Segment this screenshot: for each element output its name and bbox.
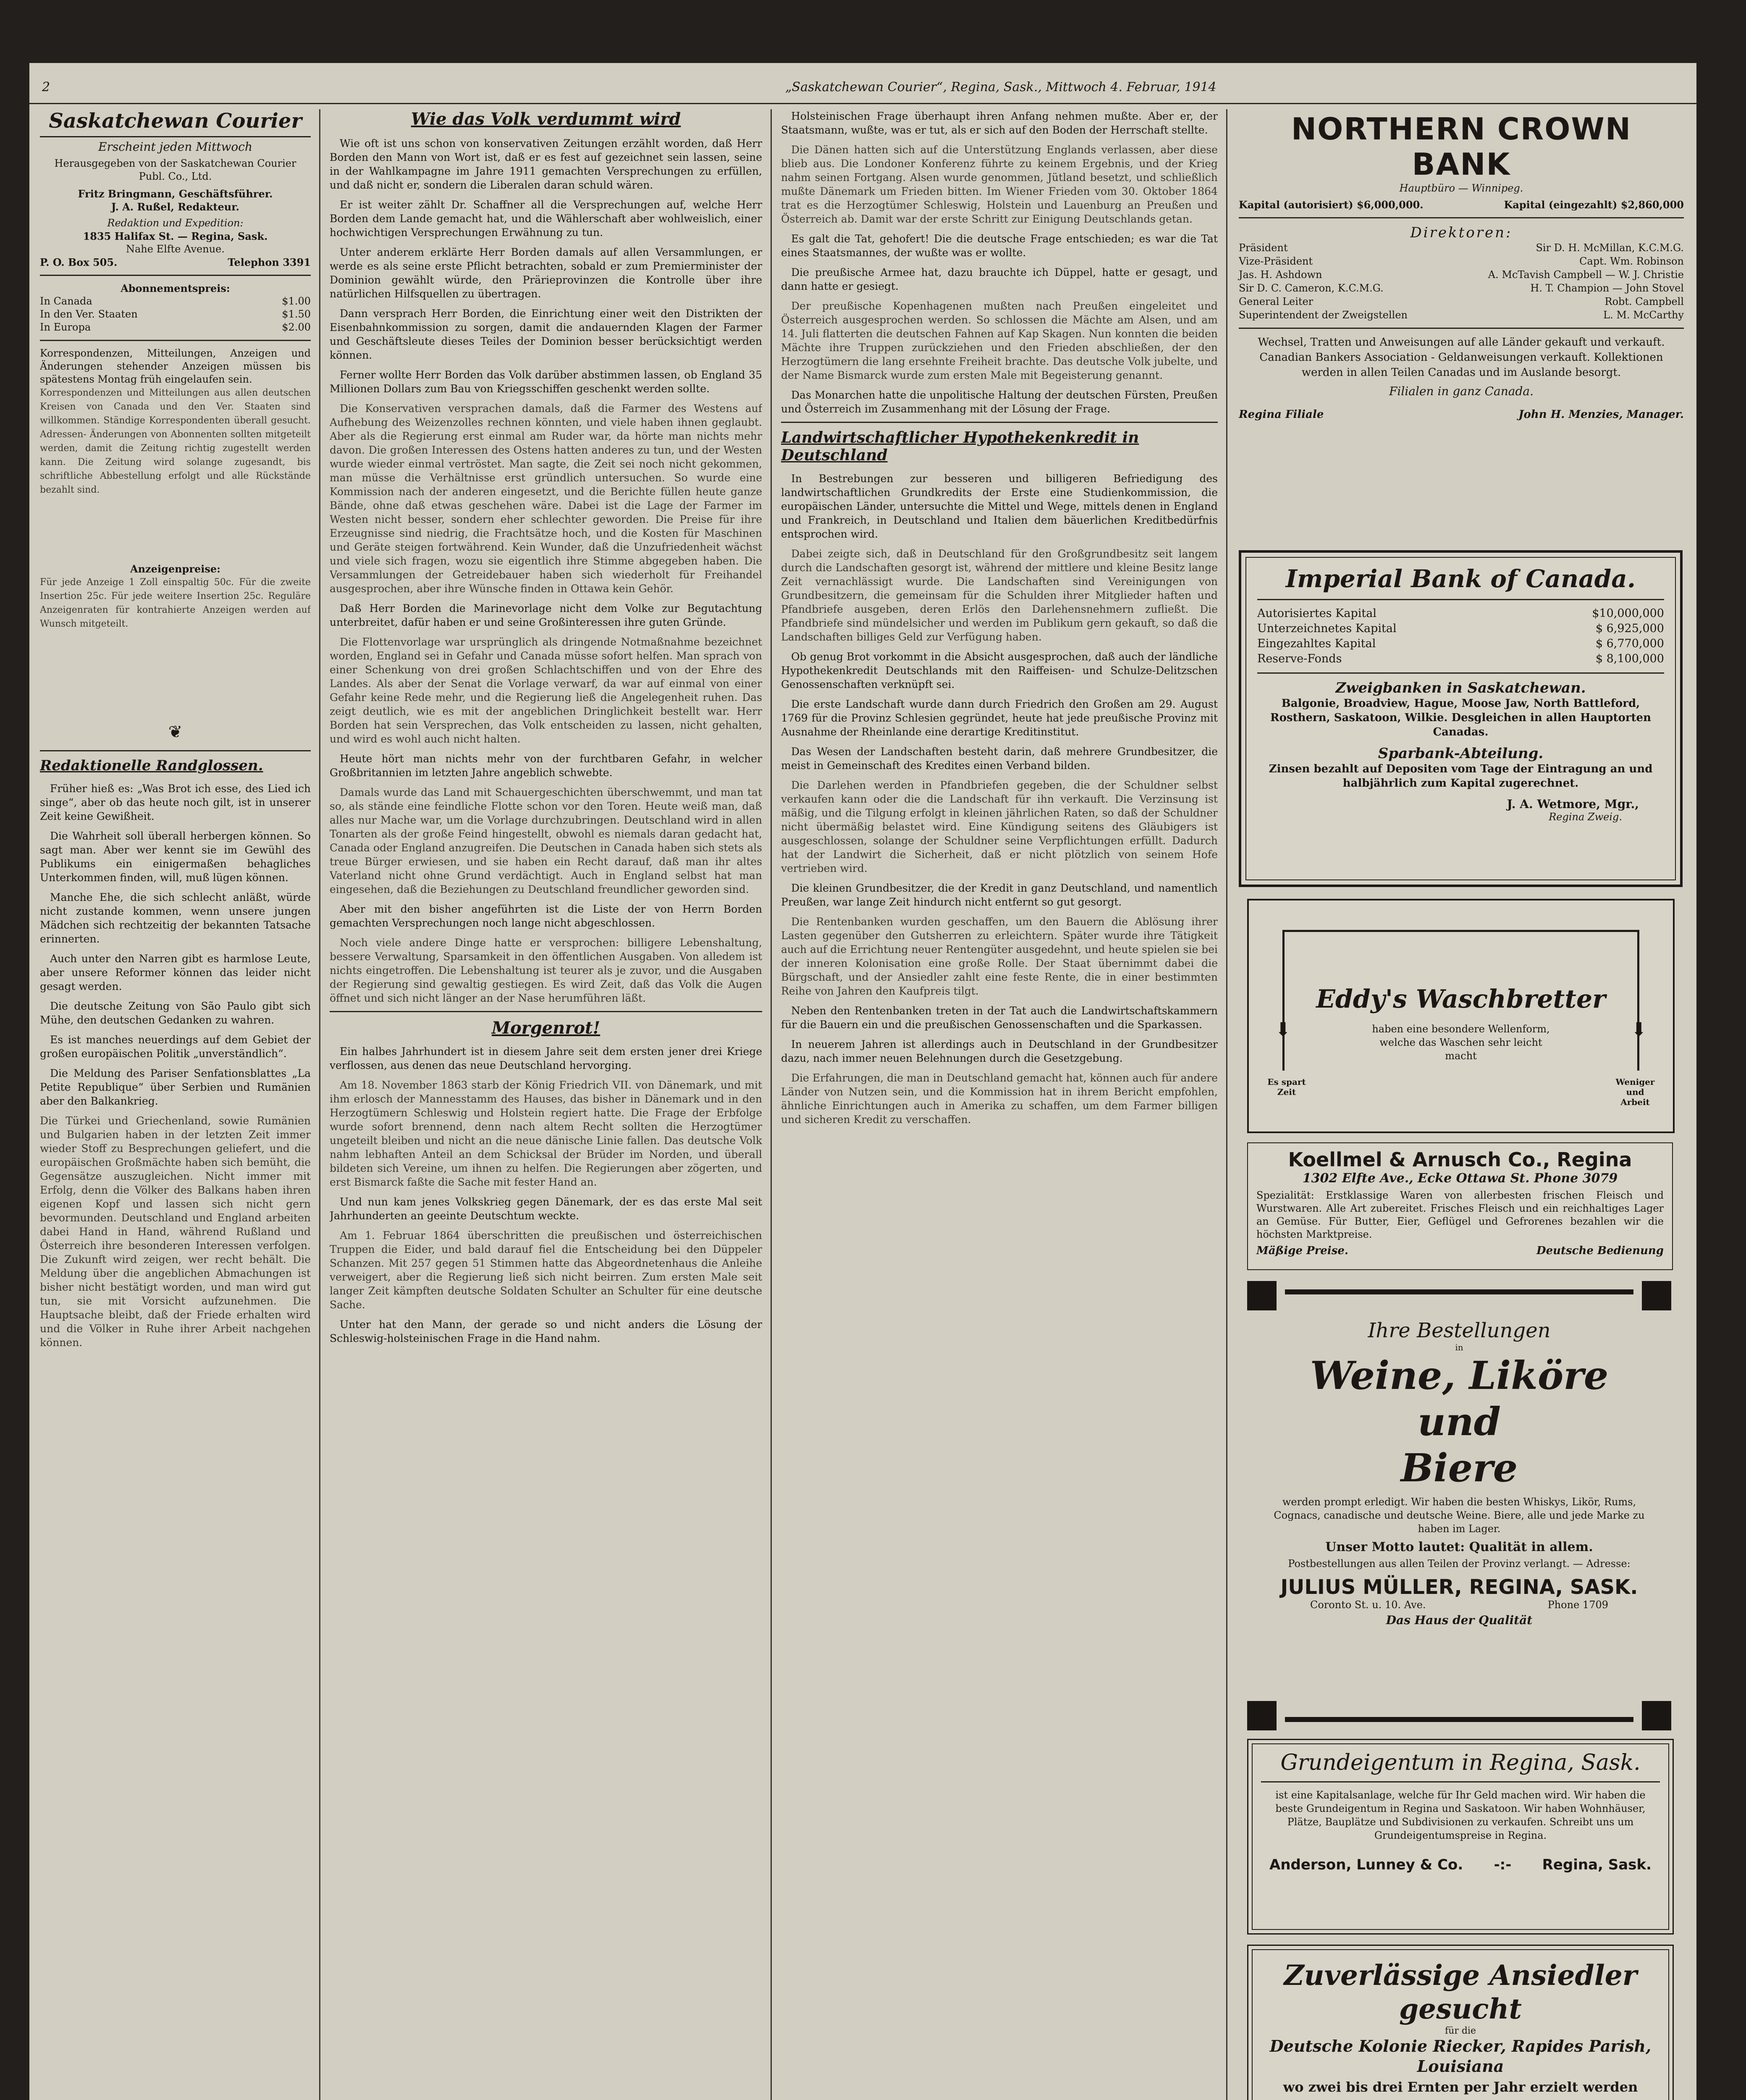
randglosse: Die Meldung des Pariser Senfationsblattes „La Petite Republique“ über Serbien und Rumänien aber den Balkankrieg. (40, 1067, 311, 1107)
imperial-savings: Zinsen bezahlt auf Depositen vom Tage der Eintragung an und halbjährlich zum Kapital zugerechnet. (1269, 763, 1653, 790)
masthead-editor: J. A. Rußel, Redakteur. (111, 201, 240, 213)
leck-title: Zuverlässige Ansiedler gesucht (1284, 1959, 1637, 2025)
subs-row: In Europa $2.00 (40, 321, 311, 333)
imperial-row: Reserve-Fonds $ 8,100,000 (1257, 652, 1664, 665)
column-3 (781, 109, 1218, 2100)
newspaper-page (29, 63, 1696, 2100)
masthead-contact (40, 256, 311, 269)
article-paragraph: Dann versprach Herr Borden, die Einrichtung einer weit den Distrikten der Eisenbahnkommission zu sorgen, damit die andauernden Klagen der Farmer und Geschäftsleute dieses Teiles der Dominion besser berücksichtigt werden können. (330, 307, 762, 361)
article-paragraph: Die preußische Armee hat, dazu brauchte ich Düppel, hatte er gesagt, und dann hatte er gesiegt. (781, 266, 1218, 292)
ads-price-title: Anzeigenpreise: (130, 563, 221, 575)
koellmel-address: 1302 Elfte Ave., Ecke Ottawa St. Phone 3079 (1302, 1171, 1618, 1186)
randglossen-filler: Die Türkei und Griechenland, sowie Rumänien und Bulgarien haben in der letzten Zeit immer wieder Stoff zu Besprechungen geliefert, und die europäischen Großmächte haben sich bemüht, die Gegensätze auszugleichen. Nicht immer mit Erfolg, denn die Völker des Balkans haben ihren eigenen Kopf und lassen sich nicht gern bevormunden. Deutschland und England arbeiten dabei Hand in Hand, während Rußland und Österreich ihre besonderen Interessen verfolgen. Die Zukunft wird zeigen, wer recht behält. Die Meldung über die angeblichen Abmachungen ist bisher nicht bestätigt worden, und man wird gut tun, sie mit Vorsicht aufzunehmen. Die Hauptsache bleibt, daß der Friede erhalten wird und die Völker in Ruhe ihrer Arbeit nachgehen können. (40, 1115, 311, 1349)
muller-motto: Unser Motto lautet: Qualität in allem. (1325, 1540, 1593, 1554)
article-paragraph: Er ist weiter zählt Dr. Schaffner all die Versprechungen auf, welche Herr Borden dem Lande gemacht hat, und die Wählerschaft aber wohlweislich, einer hochwichtigen Versprechungen Erwähnung zu tun. (330, 199, 762, 239)
article-paragraph: Wie oft ist uns schon von konservativen Zeitungen erzählt worden, daß Herr Borden den Mann von Wort ist, daß er es fest auf gezeichnet sein lassen, seine in der Wahlkampagne im Jahre 1911 gemachten Versprechungen zu erfüllen, und daß nicht er, sondern die Liberalen daran schuld wären. (330, 137, 762, 191)
arrow-down-icon: ⬇ (1631, 1018, 1647, 1041)
article-paragraph: Das Monarchen hatte die unpolitische Haltung der deutschen Fürsten, Preußen und Österreich im Zusammenhang mit der Lösung der Frage. (781, 389, 1218, 415)
randglosse: Auch unter den Narren gibt es harmlose Leute, aber unsere Reformer können das leider nicht gesagt werden. (40, 953, 311, 992)
divider (40, 750, 311, 751)
divider (1261, 1781, 1660, 1782)
director-row: Jas. H. Ashdown A. McTavish Campbell — W. J. Christie (1239, 269, 1684, 281)
koellmel-name: Koellmel & Arnusch Co., Regina (1288, 1148, 1632, 1171)
muller-name: JULIUS MÜLLER, REGINA, SASK. (1280, 1575, 1638, 1599)
masthead (40, 109, 311, 334)
masthead-frequency: Erscheint jeden Mittwoch (98, 140, 252, 154)
director-row: Vize-Präsident Capt. Wm. Robinson (1239, 255, 1684, 267)
imperial-name: Imperial Bank of Canada. (1285, 564, 1636, 593)
article-title: Morgenrot! (491, 1018, 600, 1038)
article-paragraph: Es galt die Tat, gehofert! Die die deutsche Frage entschieden; es war die Tat eines Staatsmannes, der wußte was er wollte. (781, 233, 1218, 259)
article-paragraph: Ferner wollte Herr Borden das Volk darüber abstimmen lassen, ob England 35 Millionen Dollars zum Bau von Kriegsschiffen geschenkt werden sollte. (330, 369, 762, 395)
ad-northern-crown-bank (1239, 111, 1684, 536)
column-rule (319, 109, 320, 2100)
eddy-line: haben eine besondere Wellenform, welche das Waschen sehr leicht macht (1372, 1023, 1550, 1062)
article-paragraph: Holsteinischen Frage überhaupt ihren Anfang nehmen mußte. Aber er, der Staatsmann, wußte, was er tut, als er sich auf den Boden der Herrschaft stellte. (781, 110, 1218, 136)
divider (330, 1011, 762, 1012)
bank-branches: Filialen in ganz Canada. (1389, 384, 1534, 398)
column-rule (1226, 109, 1227, 2100)
masthead-box: P. O. Box 505. (40, 256, 118, 268)
article-filler: Am 18. November 1863 starb der König Friedrich VII. von Dänemark, und mit ihm erlosch der Mannesstamm des Hauses, das bisher in Dänemark und in den Herzogtümern Schleswig und Holstein regiert hatte. Die Frage der Erbfolge wurde sofort brennend, denn nach altem Recht sollten die Herzogtümer ungeteilt bleiben und nicht an die neue dänische Linie fallen. Das deutsche Volk nahm lebhaften Anteil an dem Schicksal der Brüder im Norden, und überall bildeten sich Vereine, um ihnen zu helfen. Die Regierungen aber zögerten, und erst Bismarck faßte die Sache mit fester Hand an. (330, 1079, 762, 1188)
muller-tag: Das Haus der Qualität (1386, 1613, 1533, 1627)
article-filler: Die Rentenbanken wurden geschaffen, um den Bauern die Ablösung ihrer Lasten gegenüber den Gutsherren zu erleichtern. Später wurde ihre Tätigkeit auch auf die Errichtung neuer Rentengüter ausgedehnt, und heute spielen sie bei der inneren Kolonisation eine große Rolle. Der Staat übernimmt dabei die Bürgschaft, und der Ansiedler zahlt eine feste Rente, die in einer bestimmten Reihe von Jahren den Kaufpreis tilgt. (781, 916, 1218, 997)
muller-title1: Weine, Liköre und (1310, 1353, 1609, 1444)
article-filler: Dabei zeigte sich, daß in Deutschland für den Großgrundbesitz seit langem durch die Landschaften gesorgt ist, während der mittlere und kleine Besitz lange Zeit vernachlässigt wurde. Die Landschaften sind Vereinigungen von Grundbesitzern, die gemeinsam für die Schulden ihrer Mitglieder haften und Pfandbriefe ausgeben, deren Erlös den Darlehensnehmern zufließt. Die Pfandbriefe sind mündelsicher und werden im Publikum gern gekauft, so daß die Landschaften billiges Geld zur Verfügung haben. (781, 548, 1218, 643)
bank-body: Wechsel, Tratten und Anweisungen auf alle Länder gekauft und verkauft. Canadian Bankers Association - Geldanweisungen verkauft. Kollektionen werden in allen Teilen Canadas und im Auslande besorgt. (1258, 336, 1665, 379)
article-filler: Damals wurde das Land mit Schauergeschichten überschwemmt, und man tat so, als stände eine feindliche Flotte schon vor den Toren. Heute weiß man, daß alles nur Mache war, um die Vorlage durchzubringen. Deutschland wird in allen Tonarten als der große Feind hingestellt, obwohl es niemals daran gedacht hat, Canada oder England anzugreifen. Die Deutschen in Canada haben sich stets als treue Bürger erwiesen, und sie haben ein Recht darauf, daß man ihr altes Vaterland nicht ohne Grund verdächtigt. Auch in England selbst hat man eingesehen, daß die Beziehungen zu Deutschland freundlicher geworden sind. (330, 786, 762, 895)
rule-bar (1285, 1289, 1633, 1294)
anderson-title: Grundeigentum in Regina, Sask. (1280, 1750, 1641, 1775)
article-filler: Noch viele andere Dinge hatte er versprochen: billigere Lebenshaltung, bessere Verwaltung, Sparsamkeit in den öffentlichen Ausgaben. Von alledem ist nichts eingetroffen. Die Lebenshaltung ist teurer als je zuvor, und die Ausgaben der Regierung sind gewaltig gestiegen. Es wird Zeit, daß das Volk die Augen öffnet und sich nicht länger an der Nase herumführen läßt. (330, 937, 762, 1004)
eddy-title: Eddy's Waschbretter (1316, 984, 1606, 1014)
divider (1239, 328, 1684, 329)
muller-contact: Coronto St. u. 10. Ave. Phone 1709 (1310, 1599, 1608, 1611)
article-filler: Die Darlehen werden in Pfandbriefen gegeben, die der Schuldner selbst verkaufen kann oder die die Landschaft für ihn verkauft. Die Verzinsung ist mäßig, und die Tilgung erfolgt in kleinen jährlichen Raten, so daß der Schuldner nicht übermäßig belastet wird. Eine Kündigung seitens des Gläubigers ist ausgeschlossen, solange der Schuldner seine Verpflichtungen erfüllt. Dadurch hat der Landwirt die Sicherheit, daß er nicht plötzlich von seinem Hofe vertrieben wird. (781, 779, 1218, 874)
ad-anderson (1247, 1739, 1674, 1935)
imperial-row: Unterzeichnetes Kapital $ 6,925,000 (1257, 622, 1664, 635)
imperial-row: Eingezahltes Kapital $ 6,770,000 (1257, 637, 1664, 650)
director-row: Sir D. C. Cameron, K.C.M.G. H. T. Champion — John Stovel (1239, 282, 1684, 294)
masthead-office-label: Redaktion und Expedition: (107, 217, 244, 229)
imperial-branch: Regina Zweig. (1549, 811, 1622, 823)
ad-imperial-bank (1239, 550, 1683, 887)
divider (781, 422, 1218, 423)
randglosse: Die Wahrheit soll überall herbergen können. So sagt man. Aber wer kennt sie im Gewühl des Publikums ein einigermaßen behagliches Unterkommen finden, will, muß lügen können. (40, 830, 311, 884)
article-paragraph: Unter anderem erklärte Herr Borden damals auf allen Versammlungen, er werde es als seine erste Pflicht betrachten, sobald er zum Premierminister der Dominion gewählt würde, den Prärieprovinzen die Kontrolle über ihre natürlichen Hilfsquellen zu übertragen. (330, 246, 762, 300)
bank-footer: Regina Filiale John H. Menzies, Manager. (1239, 408, 1684, 421)
imperial-savings-title: Sparbank-Abteilung. (1378, 745, 1544, 762)
leck-title2: Deutsche Kolonie Riecker, Rapides Parish, Louisiana (1269, 2037, 1652, 2076)
article-paragraph: Und nun kam jenes Volkskrieg gegen Dänemark, der es das erste Mal seit Jahrhunderten an geeinte Deutschtum weckte. (330, 1196, 762, 1222)
article-title: Landwirtschaftlicher Hypothekenkredit in Deutschland (781, 429, 1139, 464)
muller-title2: Biere (1400, 1445, 1518, 1491)
masthead-address2: Nahe Elfte Avenue. (126, 243, 225, 255)
subs-row: In den Ver. Staaten $1.50 (40, 308, 311, 320)
masthead-title: Saskatchewan Courier (40, 109, 311, 137)
article-paragraph: Ein halbes Jahrhundert ist in diesem Jahre seit dem ersten jener drei Kriege verflossen, aus denen das neue Deutschland hervorging. (330, 1045, 762, 1071)
eddy-left-tag: Es spart Zeit (1267, 1077, 1306, 1097)
divider (1257, 599, 1664, 600)
article-paragraph: Ob genug Brot vorkommt in die Absicht ausgesprochen, daß auch der ländliche Hypothekenkredit Deutschlands mit den Raiffeisen- und Schulze-Delitzschen Genossenschaften verknüpft sei. (781, 651, 1218, 690)
leck-sub2: wo zwei bis drei Ernten per Jahr erzielt werden (1283, 2079, 1638, 2095)
article-paragraph: Heute hört man nichts mehr von der furchtbaren Gefahr, in welcher Großbritannien im letzten Jahre angeblich schwebte. (330, 753, 762, 779)
corner-block (1247, 1701, 1277, 1730)
eddy-right-tag: Weniger und Arbeit (1615, 1077, 1655, 1107)
masthead-address: 1835 Halifax St. — Regina, Sask. (83, 230, 268, 242)
bank-hq: Hauptbüro — Winnipeg. (1399, 182, 1523, 194)
page-number: 2 (42, 80, 50, 94)
ads-price-filler: Für jede Anzeige 1 Zoll einspaltig 50c. Für die zweite Insertion 25c. Für jede weitere Insertion 25c. Reguläre Anzeigenraten für kontrahierte Anzeigen werden auf Wunsch mitgeteilt. (40, 577, 311, 629)
article-filler: Die Erfahrungen, die man in Deutschland gemacht hat, können auch für andere Länder von Nutzen sein, und die Kommission hat in ihrem Bericht empfohlen, ähnliche Einrichtungen auch in Amerika zu schaffen, um dem Farmer billigen und sicheren Kredit zu verschaffen. (781, 1072, 1218, 1126)
imperial-manager: J. A. Wetmore, Mgr., (1507, 797, 1639, 811)
notice: Korrespondenzen, Mitteilungen, Anzeigen und Änderungen stehender Anzeigen müssen bis spätestens Montag früh eingelaufen sein. (40, 347, 311, 385)
muller-body2: Postbestellungen aus allen Teilen der Provinz verlangt. — Adresse: (1288, 1558, 1631, 1570)
column-1 (40, 109, 311, 2100)
masthead-phone: Telephon 3391 (228, 256, 311, 268)
article-paragraph: In neuerem Jahren ist allerdings auch in Deutschland in der Grundbesitzer dazu, nach immer neuen Belehnungen durch die Gesetzgebung. (781, 1038, 1218, 1064)
article-paragraph: In Bestrebungen zur besseren und billigeren Befriedigung des landwirtschaftlichen Grundkredits der Erste eine Studienkommission, die europäischen Länder, untersuchte die Mittel und Wege, mittels denen in England und Frankreich, in Deutschland und Italien dem bäuerlichen Kreditbedürfnis entsprochen wird. (781, 472, 1218, 540)
randglosse: Die deutsche Zeitung von São Paulo gibt sich Mühe, den deutschen Gedanken zu wahren. (40, 1000, 311, 1026)
koellmel-body: Spezialität: Erstklassige Waren von allerbesten frischen Fleisch und Wurstwaren. Alle Art zubereitet. Frisches Fleisch und ein reichhaltiges Lager an Gemüse. Für Butter, Eier, Geflügel und Gefrorenes bezahlen wir die höchsten Marktpreise. (1256, 1189, 1664, 1240)
article-filler: Die Flottenvorlage war ursprünglich als dringende Notmaßnahme bezeichnet worden, England sei in Gefahr und Canada müsse sofort helfen. Man sprach von einer Schenkung von drei großen Schlachtschiffen und von der Ehre des Landes. Als aber der Senat die Vorlage verwarf, da war auf einmal von einer Gefahr keine Rede mehr, und die Regierung ließ die Angelegenheit ruhen. Das zeigt deutlich, wie es mit der angeblichen Dringlichkeit bestellt war. Herr Borden hat sein Versprechen, das Volk entscheiden zu lassen, nicht gehalten, und wird es wohl auch nicht halten. (330, 636, 762, 745)
article-paragraph: Die kleinen Grundbesitzer, die der Kredit in ganz Deutschland, und namentlich Preußen, war lange Zeit hindurch nicht entfernt so gut gesorgt. (781, 882, 1218, 908)
bank-capital: Kapital (autorisiert) $6,000,000. Kapital (eingezahlt) $2,860,000 (1239, 199, 1684, 211)
randglossen-title: Redaktionelle Randglossen. (40, 757, 263, 774)
randglosse: Es ist manches neuerdings auf dem Gebiet der großen europäischen Politik „unverständlich“. (40, 1034, 311, 1060)
column-2 (330, 109, 762, 2100)
subs-row: In Canada $1.00 (40, 295, 311, 307)
article-title: Wie das Volk verdummt wird (411, 109, 681, 129)
running-title: „Saskatchewan Courier“, Regina, Sask., Mittwoch 4. Februar, 1914 (785, 80, 1216, 94)
muller-top: Ihre Bestellungen (1368, 1319, 1551, 1342)
divider (1239, 217, 1684, 218)
article-paragraph: Neben den Rentenbanken treten in der Tat auch die Landwirtschaftskammern für die Bauern ein und die preußischen Genossenschaften und die Sparkassen. (781, 1005, 1218, 1031)
article-paragraph: Die erste Landschaft wurde dann durch Friedrich den Großen am 29. August 1769 für die Provinz Schlesien gegründet, heute hat jede preußische Provinz mit Ausnahme der Rheinlande eine derartige Kreditinstitut. (781, 698, 1218, 738)
muller-body: werden prompt erledigt. Wir haben die besten Whiskys, Likör, Rums, Cognacs, canadische und deutsche Weine. Biere, alle und jede Marke zu haben im Lager. (1274, 1496, 1645, 1535)
leck-sub1: für die (1445, 2026, 1476, 2036)
article-paragraph: Daß Herr Borden die Marinevorlage nicht dem Volke zur Begutachtung unterbreitet, dafür haben er und seine Großinteressen ihre guten Gründe. (330, 602, 762, 628)
divider (40, 275, 311, 276)
article-filler: Am 1. Februar 1864 überschritten die preußischen und österreichischen Truppen die Eider, und bald darauf fiel die Entscheidung bei den Düppeler Schanzen. Mit 257 gegen 51 Stimmen hatte das Abgeordnetenhaus die Anleihe verweigert, aber die Regierung ließ sich nicht beirren. Zum ersten Male seit langer Zeit kämpften deutsche Soldaten Schulter an Schulter für eine deutsche Sache. (330, 1229, 762, 1311)
directors-label: Direktoren: (1410, 224, 1513, 241)
imperial-row: Autorisiertes Kapital $10,000,000 (1257, 607, 1664, 620)
rule-bar (1285, 1717, 1633, 1722)
ornament: ❦ (168, 722, 183, 742)
randglosse: Früher hieß es: „Was Brot ich esse, des Lied ich singe“, aber ob das heute noch gilt, ist in unserer Zeit keine Gewißheit. (40, 782, 311, 822)
column-rule (771, 109, 772, 2100)
article-paragraph: Unter hat den Mann, der gerade so und nicht anders die Lösung der Schleswig-holsteinischen Frage in die Hand nahm. (330, 1318, 762, 1344)
bank-name: NORTHERN CROWN BANK (1291, 111, 1632, 182)
article-filler: Der preußische Kopenhagenen mußten nach Preußen eingeleitet und Österreich ausgesprochen werden. So schlossen die Mächte am Alsen, und am 14. Juli flatterten die deutschen Fahnen auf Kap Skagen. Nun konnten die beiden Mächte ihre Truppen zurückziehen und den Frieden abschließen, der den Herzogtümern die lang ersehnte Freiheit brachte. Das deutsche Volk jubelte, und der Name Bismarck wurde zum ersten Male mit Begeisterung genannt. (781, 300, 1218, 381)
article-paragraph: Das Wesen der Landschaften besteht darin, daß mehrere Grundbesitzer, die meist in Gemeinschaft des Kredites einen Verband bilden. (781, 746, 1218, 772)
article-paragraph: Aber mit den bisher angeführten ist die Liste der von Herrn Borden gemachten Versprechungen noch lange nicht abgeschlossen. (330, 903, 762, 929)
imperial-branches-title: Zweigbanken in Saskatchewan. (1335, 680, 1586, 696)
ad-koellmel (1247, 1142, 1673, 1270)
anderson-footer: Anderson, Lunney & Co. -:- Regina, Sask. (1269, 1856, 1652, 1873)
imperial-branches: Balgonie, Broadview, Hague, Moose Jaw, North Battleford, Rosthern, Saskatoon, Wilkie. Desgleichen in allen Hauptorten Canadas. (1270, 697, 1651, 738)
corner-block (1247, 1281, 1277, 1310)
ad-julius-muller (1247, 1281, 1671, 1730)
article-filler: Die Konservativen versprachen damals, daß die Farmer des Westens auf Aufhebung des Weizenzolles rechnen könnten, und viele haben ihnen geglaubt. Aber als die Regierung erst einmal am Ruder war, da hörte man nichts mehr davon. Die großen Interessen des Ostens hatten anderes zu tun, und der Westen wurde wieder einmal vertröstet. Man sagte, die Zeit sei noch nicht gekommen, man müsse die Verhältnisse erst gründlich untersuchen. So wurde eine Kommission nach der anderen eingesetzt, und die Berichte füllen heute ganze Bände, ohne daß etwas geschehen wäre. Dabei ist die Lage der Farmer im Westen nicht besser, sondern eher schlechter geworden. Die Preise für ihre Erzeugnisse sind niedrig, die Frachtsätze hoch, und die Kosten für Maschinen und Geräte steigen fortwährend. Kein Wunder, daß die Unzufriedenheit wächst und viele sich fragen, wozu sie eigentlich ihre Stimme abgegeben haben. Die Versammlungen der Getreidebauer haben sich wiederholt für Freihandel ausgesprochen, aber ihre Wünsche finden in Ottawa kein Gehör. (330, 402, 762, 595)
corner-block (1642, 1701, 1671, 1730)
koellmel-footer: Mäßige Preise. Deutsche Bedienung (1256, 1244, 1664, 1257)
anderson-body: ist eine Kapitalsanlage, welche für Ihr Geld machen wird. Wir haben die beste Grundeigentum in Regina und Saskatoon. Wir haben Wohnhäuser, Plätze, Bauplätze und Subdivisionen zu verkaufen. Schreibt uns um Grundeigentumspreise in Regina. (1275, 1789, 1646, 1841)
randglosse: Manche Ehe, die sich schlecht anläßt, würde nicht zustande kommen, wenn unsere jungen Mädchen sich rechtzeitig der bekannten Tatsache erinnerten. (40, 891, 311, 945)
subs-title: Abonnementspreis: (121, 282, 230, 294)
director-row: Präsident Sir D. H. McMillan, K.C.M.G. (1239, 242, 1684, 254)
divider (1257, 672, 1664, 674)
masthead-publisher: Herausgegeben von der Saskatchewan Courier Publ. Co., Ltd. (54, 158, 296, 182)
ad-leck (1247, 1945, 1674, 2100)
muller-in: in (1455, 1342, 1463, 1352)
article-filler: Die Dänen hatten sich auf die Unterstützung Englands verlassen, aber diese blieb aus. Die Londoner Konferenz führte zu keinem Ergebnis, und der Krieg nahm seinen Fortgang. Alsen wurde genommen, Jütland besetzt, und schließlich mußte Dänemark um Frieden bitten. Im Wiener Frieden vom 30. Oktober 1864 trat es die Herzogtümer Schleswig, Holstein und Lauenburg an Preußen und Österreich ab. Damit war der erste Schritt zur Einigung Deutschlands getan. (781, 144, 1218, 225)
director-row: Superintendent der Zweigstellen L. M. McCarthy (1239, 309, 1684, 321)
header-rule (29, 103, 1696, 104)
divider (40, 340, 311, 341)
arrow-down-icon: ⬇ (1275, 1018, 1291, 1041)
masthead-manager: Fritz Bringmann, Geschäftsführer. (78, 188, 273, 200)
notice-filler: Korrespondenzen und Mitteilungen aus allen deutschen Kreisen von Canada und den Ver. Staaten sind willkommen. Ständige Korrespondenten überall gesucht. Adressen- Änderungen von Abonnenten sollten mitgeteilt werden, damit die Zeitung richtig zugestellt werden kann. Die Zeitung wird solange zugesandt, bis schriftliche Abbestellung erfolgt und alle Rückstände bezahlt sind. (40, 388, 311, 495)
ad-eddys (1247, 899, 1675, 1133)
corner-block (1642, 1281, 1671, 1310)
director-row: General Leiter Robt. Campbell (1239, 296, 1684, 307)
